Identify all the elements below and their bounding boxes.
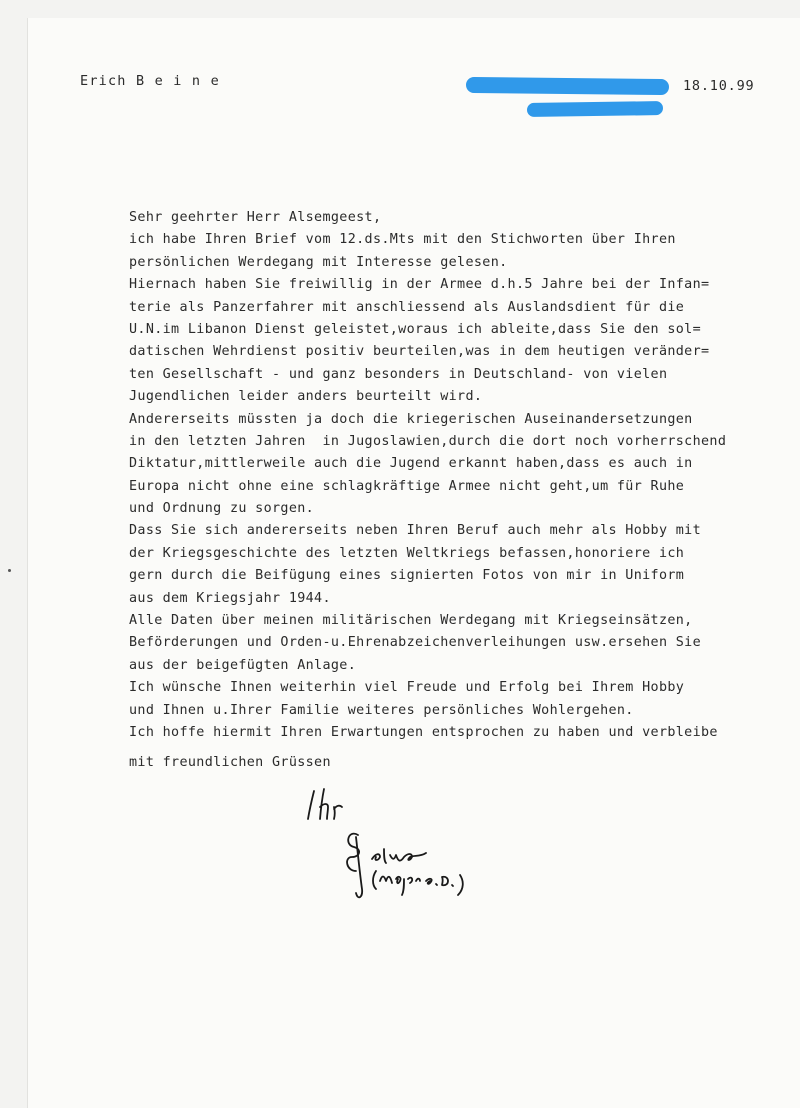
body-line: Europa nicht ohne eine schlagkräftige Armee nicht geht,um für Ruhe (129, 478, 685, 494)
body-line: terie als Panzerfahrer mit anschliessend als Auslandsdient für die (129, 299, 685, 315)
body-line: und Ihnen u.Ihrer Familie weiteres persönliches Wohlergehen. (129, 702, 634, 718)
body-line: Alle Daten über meinen militärischen Werdegang mit Kriegseinsätzen, (129, 613, 693, 629)
body-line: Jugendlichen leider anders beurteilt wird. (129, 389, 483, 405)
body-line: Diktatur,mittlerweile auch die Jugend erkannt haben,dass es auch in (129, 456, 693, 472)
body-line: der Kriegsgeschichte des letzten Weltkriegs befassen,honoriere ich (129, 545, 685, 561)
body-line: Sehr geehrter Herr Alsemgeest, (129, 210, 382, 225)
redacted-address-line-2 (527, 101, 663, 117)
body-line: aus dem Kriegsjahr 1944. (129, 590, 331, 606)
body-line: gern durch die Beifügung eines signierten Fotos von mir in Uniform (129, 568, 685, 584)
body-line: datischen Wehrdienst positiv beurteilen,was in dem heutigen veränder= (129, 344, 710, 360)
body-line: Hiernach haben Sie freiwillig in der Armee d.h.5 Jahre bei der Infan= (129, 277, 710, 293)
body-line: Ich wünsche Ihnen weiterhin viel Freude und Erfolg bei Ihrem Hobby (129, 680, 685, 696)
closing-phrase: mit freundlichen Grüssen (129, 755, 331, 770)
sender-name: Erich B e i n e (80, 73, 220, 89)
body-line: Dass Sie sich andererseits neben Ihren Beruf auch mehr als Hobby mit (129, 523, 702, 539)
letter-body (129, 207, 789, 744)
body-line: Andererseits müssten ja doch die kriegerischen Auseinandersetzungen (129, 411, 693, 427)
body-line: Ich hoffe hiermit Ihren Erwartungen entsprochen zu haben und verbleibe (129, 724, 718, 740)
body-line: U.N.im Libanon Dienst geleistet,woraus ich ableite,dass Sie den sol= (129, 321, 702, 337)
redacted-address-line-1 (466, 77, 669, 95)
paper-speck (8, 569, 11, 572)
body-line: aus der beigefügten Anlage. (129, 657, 357, 673)
handwritten-signature (300, 785, 490, 915)
body-line: in den letzten Jahren in Jugoslawien,durch die dort noch vorherrschend (129, 433, 727, 449)
body-line: Beförderungen und Orden-u.Ehrenabzeichenverleihungen usw.ersehen Sie (129, 635, 702, 651)
body-line: persönlichen Werdegang mit Interesse gelesen. (129, 254, 508, 270)
body-line: ich habe Ihren Brief vom 12.ds.Mts mit den Stichworten über Ihren (129, 232, 676, 248)
body-line: ten Gesellschaft - und ganz besonders in Deutschland- von vielen (129, 366, 668, 382)
letter-date: 18.10.99 (683, 78, 755, 94)
body-line: und Ordnung zu sorgen. (129, 501, 315, 517)
